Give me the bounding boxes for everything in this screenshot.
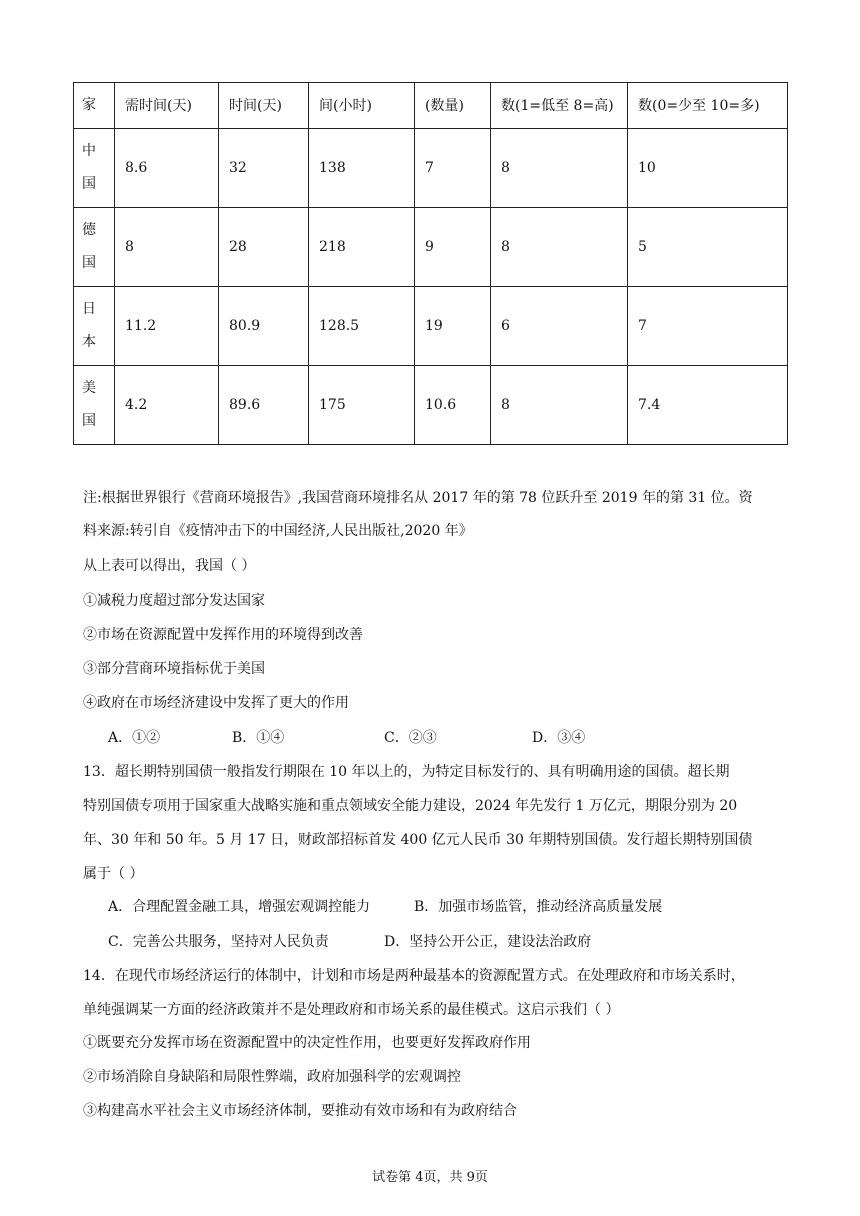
table-cell: 7 — [415, 129, 491, 208]
table-note-line: 注:根据世界银行《营商环境报告》,我国营商环境排名从 2017 年的第 78 位跃升至 2019 年的第 31 位。资 — [83, 490, 753, 506]
table-row — [74, 129, 788, 208]
country-cell: 中 国 — [74, 129, 115, 208]
question-12-item: ②市场在资源配置中发挥作用的环境得到改善 — [83, 627, 363, 643]
question-13-option-c: C．完善公共服务，坚持对人民负责 — [108, 934, 329, 950]
question-12-option-a: A．①② — [108, 730, 161, 746]
question-14-line: 单纯强调某一方面的经济政策并不是处理政府和市场关系的最佳模式。这启示我们（ ） — [83, 1002, 620, 1018]
header-cell: 需时间(天) — [115, 83, 219, 129]
table-cell: 8 — [115, 208, 219, 287]
table-cell: 8 — [491, 129, 628, 208]
country-cell: 美 国 — [74, 366, 115, 445]
question-12-item: ①减税力度超过部分发达国家 — [83, 593, 265, 609]
question-13-line: 属于（ ） — [83, 866, 144, 882]
page-footer: 试卷第 4页，共 9页 — [372, 1170, 488, 1185]
question-14-item: ②市场消除自身缺陷和局限性弊端，政府加强科学的宏观调控 — [83, 1069, 461, 1085]
table-cell: 4.2 — [115, 366, 219, 445]
table-header-row — [74, 83, 788, 129]
question-13-option-b: B．加强市场监管，推动经济高质量发展 — [414, 899, 663, 915]
table-cell: 7 — [628, 287, 788, 366]
header-cell: 间(小时) — [309, 83, 415, 129]
question-12-item: ③部分营商环境指标优于美国 — [83, 661, 265, 677]
table-cell: 175 — [309, 366, 415, 445]
table-cell: 11.2 — [115, 287, 219, 366]
country-cell: 德 国 — [74, 208, 115, 287]
table-cell: 138 — [309, 129, 415, 208]
header-cell: 时间(天) — [219, 83, 309, 129]
table-cell: 6 — [491, 287, 628, 366]
question-12-option-d: D．③④ — [532, 730, 586, 746]
question-13-line: 特别国债专项用于国家重大战略实施和重点领域安全能力建设，2024 年先发行 1 万亿元，期限分别为 20 — [83, 798, 738, 814]
question-13-option-a: A．合理配置金融工具，增强宏观调控能力 — [108, 899, 371, 915]
question-12-option-b: B．①④ — [232, 730, 285, 746]
table-cell: 10 — [628, 129, 788, 208]
table-row — [74, 287, 788, 366]
question-14-item: ③构建高水平社会主义市场经济体制，要推动有效市场和有为政府结合 — [83, 1103, 517, 1119]
header-cell: (数量) — [415, 83, 491, 129]
table-cell: 8.6 — [115, 129, 219, 208]
table-cell: 128.5 — [309, 287, 415, 366]
table-cell: 80.9 — [219, 287, 309, 366]
table-row — [74, 366, 788, 445]
table-cell: 7.4 — [628, 366, 788, 445]
table-cell: 9 — [415, 208, 491, 287]
table-row — [74, 208, 788, 287]
table-cell: 89.6 — [219, 366, 309, 445]
table-cell: 8 — [491, 208, 628, 287]
table-cell: 5 — [628, 208, 788, 287]
question-13-line: 13．超长期特别国债一般指发行期限在 10 年以上的，为特定目标发行的、具有明确用途的国债。超长期 — [83, 764, 730, 780]
header-cell: 数(1=低至 8=高) — [491, 83, 628, 129]
table-cell: 218 — [309, 208, 415, 287]
question-13-line: 年、30 年和 50 年。5 月 17 日，财政部招标首发 400 亿元人民币 30 年期特别国债。发行超长期特别国债 — [83, 832, 753, 848]
table-cell: 32 — [219, 129, 309, 208]
table-note-line: 料来源:转引自《疫情冲击下的中国经济,人民出版社,2020 年》 — [83, 523, 473, 539]
question-12-item: ④政府在市场经济建设中发挥了更大的作用 — [83, 695, 349, 711]
header-cell: 家 — [74, 83, 115, 129]
question-14-item: ①既要充分发挥市场在资源配置中的决定性作用，也要更好发挥政府作用 — [83, 1035, 531, 1051]
business-environment-table — [73, 82, 788, 445]
question-13-option-d: D．坚持公开公正，建设法治政府 — [384, 934, 592, 950]
table-cell: 28 — [219, 208, 309, 287]
header-cell: 数(0=少至 10=多) — [628, 83, 788, 129]
question-12-option-c: C．②③ — [384, 730, 437, 746]
country-cell: 日 本 — [74, 287, 115, 366]
table-cell: 10.6 — [415, 366, 491, 445]
question-14-line: 14．在现代市场经济运行的体制中，计划和市场是两种最基本的资源配置方式。在处理政府和市场关系时， — [83, 968, 745, 984]
table-cell: 8 — [491, 366, 628, 445]
table-cell: 19 — [415, 287, 491, 366]
question-12-stem: 从上表可以得出，我国（ ） — [83, 558, 256, 574]
